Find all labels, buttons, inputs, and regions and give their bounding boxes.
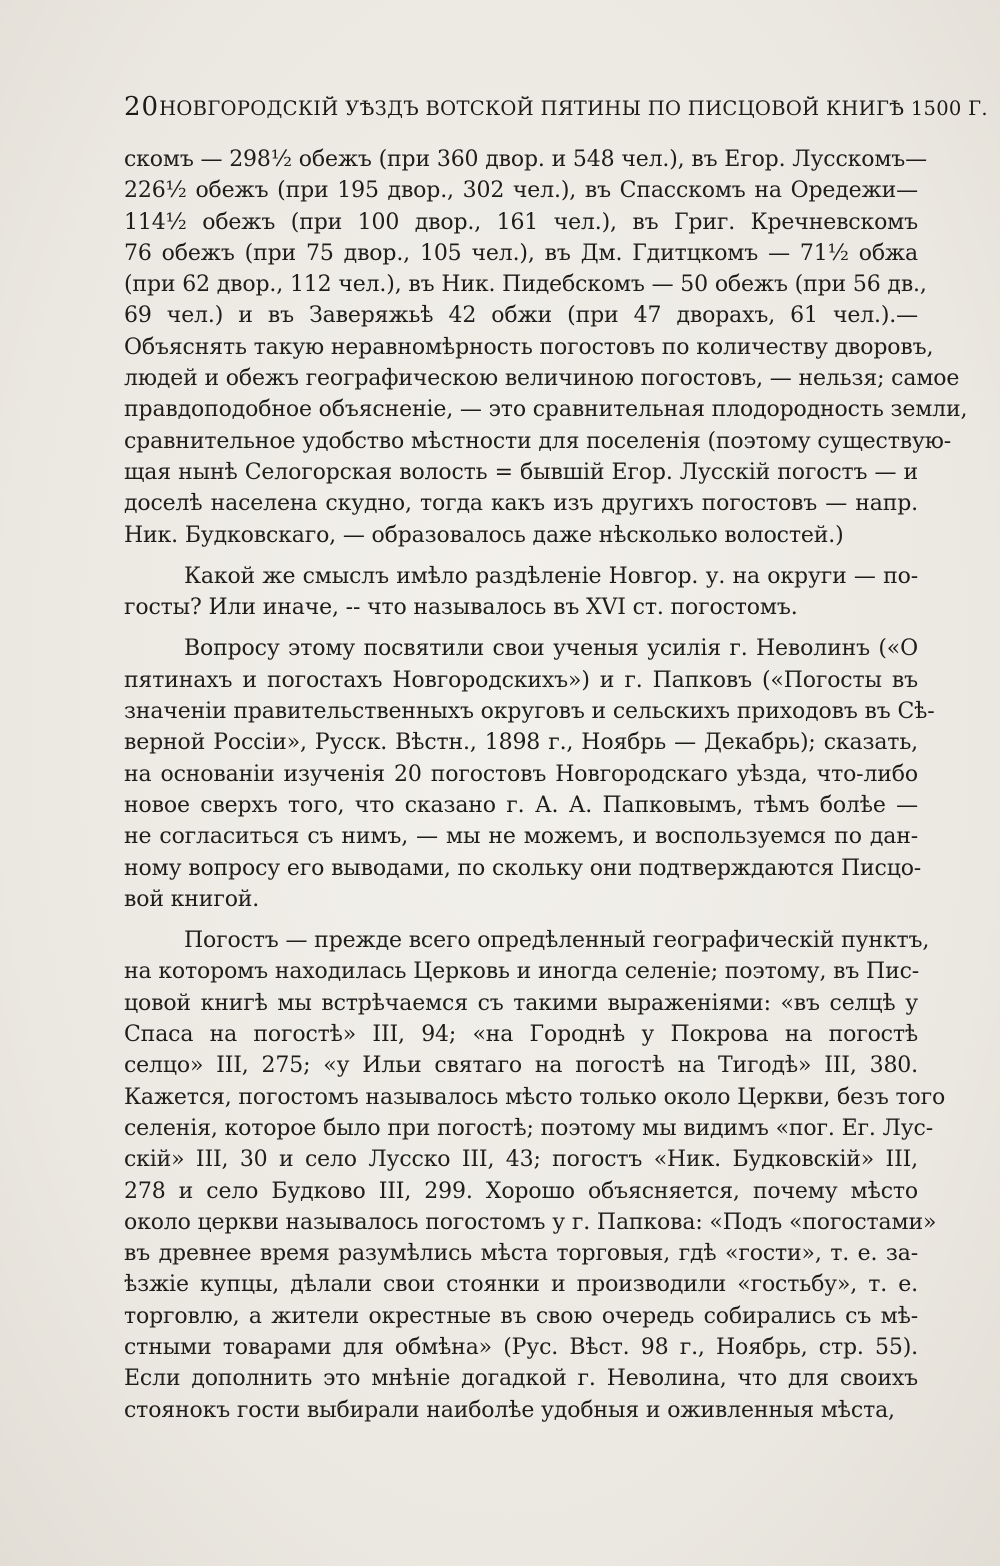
text-line: въ древнее время разумѣлись мѣста торговыя, гдѣ «гости», т. е. за- (124, 1241, 918, 1267)
text-line: селенія, которое было при погостѣ; поэтому мы видимъ «пог. Ег. Лус- (124, 1115, 933, 1141)
running-head (124, 92, 988, 122)
text-line: селцо» III, 275; «у Ильи святаго на погостѣ на Тигодѣ» III, 380. (124, 1053, 918, 1079)
text-line: ѣзжіе купцы, дѣлали свои стоянки и производили «гостьбу», т. е. (124, 1272, 918, 1298)
paragraph (124, 925, 946, 1426)
page-number: 20 (124, 92, 160, 122)
text-line: Объяснять такую неравномѣрность погостовъ по количеству дворовъ, (124, 334, 934, 360)
text-line: цовой книгѣ мы встрѣчаемся съ такими выраженіями: «въ селцѣ у (124, 990, 918, 1016)
text-line: (при 62 двор., 112 чел.), въ Ник. Пидебскомъ — 50 обежъ (при 56 дв., (124, 272, 927, 298)
text-line: Если дополнить это мнѣніе догадкой г. Неволина, что для своихъ (124, 1366, 918, 1392)
text-line: Спаса на погостѣ» III, 94; «на Городнѣ у Покрова на погостѣ (124, 1022, 918, 1048)
text-line: госты? Или иначе, -- что называлось въ XVI ст. погостомъ. (124, 595, 798, 621)
text-line: 76 обежъ (при 75 двор., 105 чел.), въ Дм. Гдитцкомъ — 71½ обжа (124, 240, 918, 266)
text-line: Кажется, погостомъ называлось мѣсто только около Церкви, безъ того (124, 1084, 946, 1110)
text-line: 226½ обежъ (при 195 двор., 302 чел.), въ Спасскомъ на Оредежи— (124, 178, 918, 204)
text-line: около церкви называлось погостомъ у г. Папкова: «Подъ «погостами» (124, 1209, 937, 1235)
text-line: людей и обежъ географическою величиною погостовъ, — нельзя; самое (124, 366, 960, 392)
running-title: НОВГОРОДСКІЙ УѢЗДЪ ВОТСКОЙ ПЯТИНЫ ПО ПИСЦОВОЙ КНИГѢ 1500 Г. (159, 97, 988, 120)
paragraph (124, 144, 968, 551)
text-line: стными товарами для обмѣна» (Рус. Вѣст. 98 г., Ноябрь, стр. 55). (124, 1334, 918, 1360)
text-line: значеніи правительственныхъ округовъ и сельскихъ приходовъ въ Сѣ- (124, 699, 935, 725)
text-line: щая нынѣ Селогорская волость = бывшій Егор. Лусскій погостъ — и (124, 459, 918, 485)
text-line: 114½ обежъ (при 100 двор., 161 чел.), въ Григ. Кречневскомъ (124, 209, 918, 235)
text-line: Какой же смыслъ имѣло раздѣленіе Новгор. у. на округи — по- (184, 563, 918, 589)
text-line: ному вопросу его выводами, по скольку они подтверждаются Писцо- (124, 855, 922, 881)
text-line: скомъ — 298½ обежъ (при 360 двор. и 548 чел.), въ Егор. Лусскомъ— (124, 147, 927, 172)
text-line: Вопросу этому посвятили свои ученыя усилія г. Неволинъ («О (184, 636, 918, 662)
text-line: стоянокъ гости выбирали наиболѣе удобныя и оживленныя мѣста, (124, 1397, 895, 1423)
text-line: 278 и село Будково III, 299. Хорошо объясняется, почему мѣсто (124, 1178, 918, 1204)
text-line: Ник. Будковскаго, — образовалось даже нѣсколько волостей.) (124, 522, 844, 548)
paragraph (124, 633, 935, 915)
paragraph (124, 561, 918, 624)
body-text (124, 144, 968, 1436)
text-line: правдоподобное объясненіе, — это сравнительная плодородность земли, (124, 397, 968, 423)
text-line: на основаніи изученія 20 погостовъ Новгородскаго уѣзда, что-либо (124, 761, 918, 787)
text-line: торговлю, а жители окрестные въ свою очередь собирались съ мѣ- (124, 1303, 918, 1329)
text-line: доселѣ населена скудно, тогда какъ изъ другихъ погостовъ — напр. (124, 491, 918, 517)
text-line: новое сверхъ того, что сказано г. А. А. Папковымъ, тѣмъ болѣе — (124, 792, 918, 818)
text-line: не согласиться съ нимъ, — мы не можемъ, и воспользуемся по дан- (124, 824, 918, 850)
text-line: верной Россіи», Русск. Вѣстн., 1898 г., Ноябрь — Декабрь); сказать, (124, 730, 918, 756)
text-line: вой книгой. (124, 886, 260, 912)
text-line: Погостъ — прежде всего опредѣленный географическій пунктъ, (184, 928, 930, 954)
text-line: пятинахъ и погостахъ Новгородскихъ») и г. Папковъ («Погосты въ (124, 667, 918, 693)
text-line: на которомъ находилась Церковь и иногда селеніе; поэтому, въ Пис- (124, 959, 920, 985)
text-line: 69 чел.) и въ Заверяжьѣ 42 обжи (при 47 дворахъ, 61 чел.).— (124, 303, 918, 329)
text-line: скій» III, 30 и село Лусско III, 43; погостъ «Ник. Будковскій» III, (124, 1147, 918, 1173)
text-line: сравнительное удобство мѣстности для поселенія (поэтому существую- (124, 428, 952, 454)
